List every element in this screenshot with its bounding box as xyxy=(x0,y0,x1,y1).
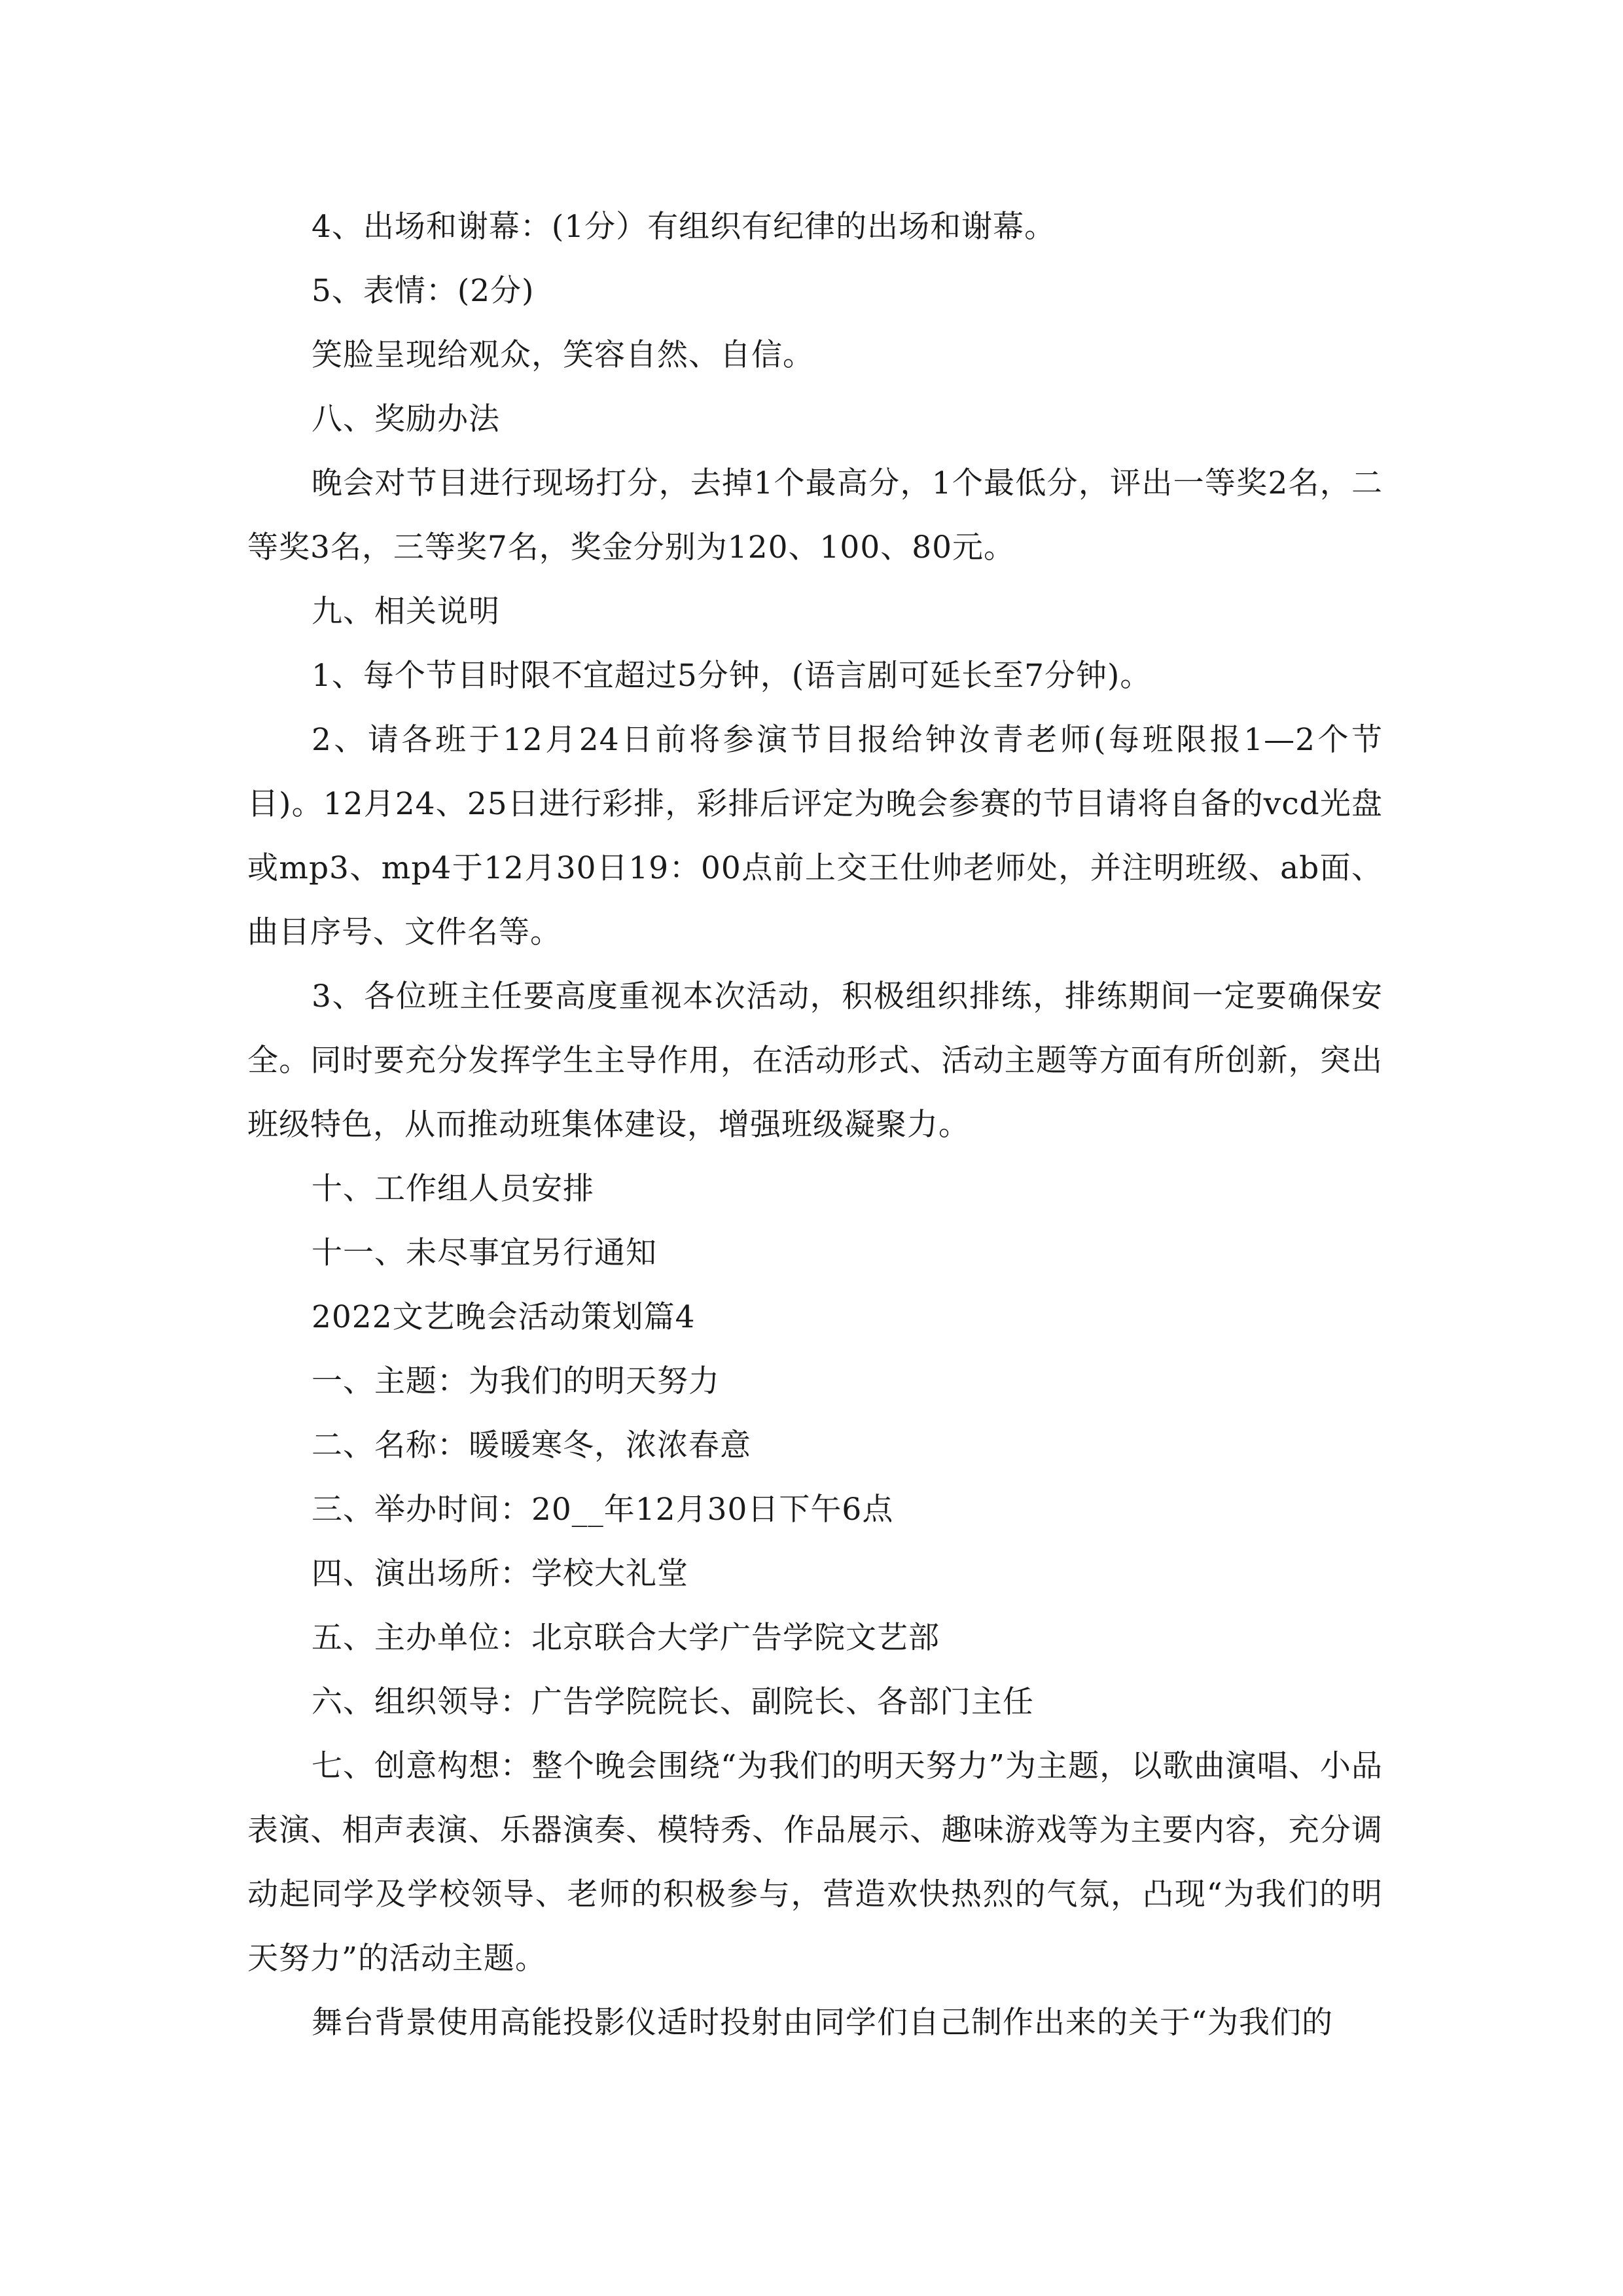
item-creative-concept: 七、创意构想：整个晚会围绕“为我们的明天努力”为主题，以歌曲演唱、小品表演、相声表演、乐器演奏、模特秀、作品展示、趣味游戏等为主要内容，充分调动起同学及学校领导、老师的积极参与，营造欢快热烈的气氛，凸现“为我们的明天努力”的活动主题。 xyxy=(247,1748,1383,1977)
section-heading-staff: 十、工作组人员安排 xyxy=(312,1171,594,1207)
paragraph-note-submission: 2、请各班于12月24日前将参演节目报给钟汝青老师(每班限报1—2个节目)。12月24、25日进行彩排，彩排后评定为晚会参赛的节目请将自备的vcd光盘或mp3、mp4于12月30日19：00点前上交王仕帅老师处，并注明班级、ab面、曲目序号、文件名等。 xyxy=(247,722,1383,950)
paragraph-expression-heading: 5、表情：(2分) xyxy=(312,273,535,309)
item-theme: 一、主题：为我们的明天努力 xyxy=(312,1363,720,1399)
section-heading-notes: 九、相关说明 xyxy=(312,594,500,630)
document-body xyxy=(247,195,1383,2055)
item-time: 三、举办时间：20__年12月30日下午6点 xyxy=(312,1492,894,1528)
paragraph-note-class-teachers: 3、各位班主任要高度重视本次活动，积极组织排练，排练期间一定要确保安全。同时要充分发挥学生主导作用，在活动形式、活动主题等方面有所创新，突出班级特色，从而推动班集体建设，增强班级凝聚力。 xyxy=(247,978,1383,1143)
section-heading-other-matters: 十一、未尽事宜另行通知 xyxy=(312,1235,657,1271)
paragraph-expression-detail: 笑脸呈现给观众，笑容自然、自信。 xyxy=(312,337,814,373)
paragraph-rewards-detail: 晚会对节目进行现场打分，去掉1个最高分，1个最低分，评出一等奖2名，二等奖3名，三等奖7名，奖金分别为120、100、80元。 xyxy=(247,465,1383,565)
item-leadership: 六、组织领导：广告学院院长、副院长、各部门主任 xyxy=(312,1684,1034,1720)
article-title: 2022文艺晚会活动策划篇4 xyxy=(312,1299,696,1335)
item-venue: 四、演出场所：学校大礼堂 xyxy=(312,1556,688,1592)
paragraph-stage-background: 舞台背景使用高能投影仪适时投射由同学们自己制作出来的关于“为我们的 xyxy=(312,2005,1334,2041)
section-heading-rewards: 八、奖励办法 xyxy=(312,401,500,437)
item-organizer: 五、主办单位：北京联合大学广告学院文艺部 xyxy=(312,1620,940,1656)
paragraph-exit-and-curtain-call: 4、出场和谢幕：(1分）有组织有纪律的出场和谢幕。 xyxy=(312,209,1056,245)
item-name: 二、名称：暖暖寒冬，浓浓春意 xyxy=(312,1427,751,1463)
paragraph-note-time-limit: 1、每个节目时限不宜超过5分钟，(语言剧可延长至7分钟)。 xyxy=(312,658,1152,694)
